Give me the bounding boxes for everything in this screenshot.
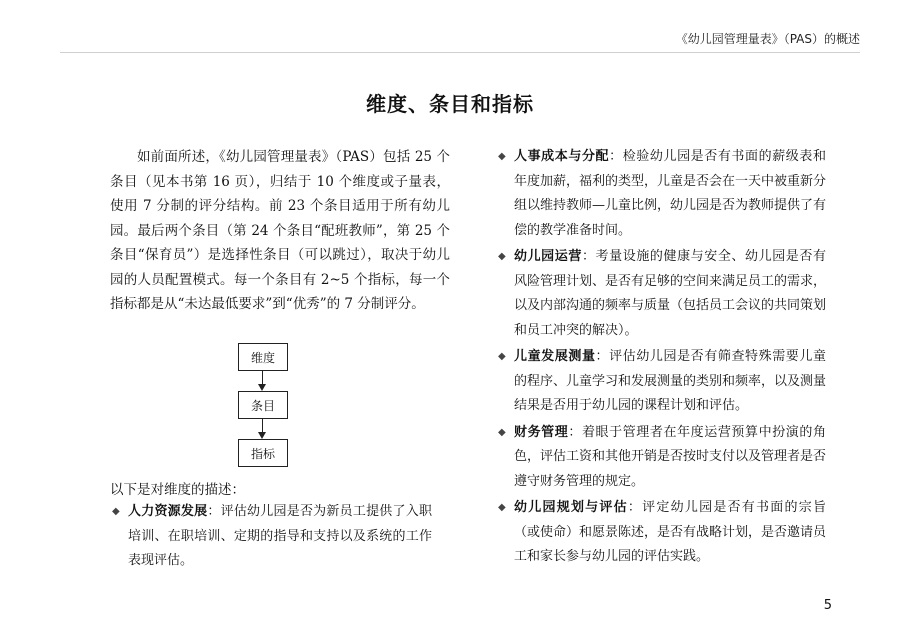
dimensions-intro: 以下是对维度的描述： — [110, 482, 245, 498]
term-separator: ： — [609, 149, 623, 164]
term-separator: ： — [207, 504, 221, 519]
dimension-item — [498, 496, 826, 570]
diamond-bullet-icon: ◆ — [498, 151, 506, 162]
flowchart-box-item: 条目 — [238, 391, 288, 419]
dimension-item — [498, 245, 826, 343]
diamond-bullet-icon: ◆ — [498, 426, 506, 438]
running-header: 《幼儿园管理量表》（PAS）的概述 — [675, 32, 860, 46]
header-rule — [60, 52, 860, 53]
dimension-term: 人力资源发展 — [128, 504, 208, 519]
diamond-bullet-icon: ◆ — [112, 506, 120, 517]
dimension-text: 考量设施的健康与安全、幼儿园是否有风险管理计划、是否有足够的空间来满足员工的需求，以及内部沟通的频率与质量（包括员工会议的共同策划和员工冲突的解决）。 — [514, 249, 827, 338]
flowchart-arrow — [238, 419, 288, 439]
dimension-text: 评定幼儿园是否有书面的宗旨（或使命）和愿景陈述，是否有战略计划，是否邀请员工和家长参与幼儿园的评估实践。 — [514, 500, 827, 564]
term-separator: ： — [595, 349, 610, 364]
dimension-item — [498, 421, 826, 495]
dimension-item — [498, 145, 826, 243]
term-separator: ： — [627, 500, 643, 515]
flowchart-arrow — [238, 371, 288, 391]
dimension-list-left — [112, 500, 432, 576]
flowchart-box-dimension: 维度 — [238, 343, 288, 371]
page-title: 维度、条目和指标 — [366, 92, 534, 116]
dimension-term: 幼儿园规划与评估 — [514, 500, 628, 515]
diamond-bullet-icon: ◆ — [498, 251, 506, 262]
dimension-term: 财务管理 — [514, 424, 569, 440]
dimension-list-right — [498, 145, 826, 572]
flowchart-box-indicator: 指标 — [238, 439, 288, 467]
dimension-item — [112, 500, 432, 574]
left-column — [110, 145, 450, 317]
term-separator: ： — [581, 249, 596, 264]
dimension-text: 着眼于管理者在年度运营预算中扮演的角色，评估工资和其他开销是否按时支付以及管理者是否遵守财务管理的规定。 — [514, 424, 827, 489]
dimension-term: 人事成本与分配 — [514, 149, 610, 164]
dimension-item — [498, 345, 826, 419]
diamond-bullet-icon: ◆ — [498, 502, 506, 513]
term-separator: ： — [568, 424, 582, 440]
dimension-text: 检验幼儿园是否有书面的薪级表和年度加薪，福利的类型，儿童是否会在一天中被重新分组以维持教师—儿童比例，幼儿园是否为教师提供了有偿的教学准备时间。 — [514, 149, 827, 238]
page-number: 5 — [823, 598, 832, 613]
intro-paragraph: 如前面所述，《幼儿园管理量表》（PAS）包括 25 个条目（见本书第 16 页），归结于 10 个维度或子量表，使用 7 分制的评分结构。前 23 个条目适用于所有幼儿园。最后两个条目（第 24 个条目“配班教师”，第 25 个条目“保育员”）是选择性条目（可以跳过），取决于幼儿园的人员配置模式。每一个条目有 2~5 个指标，每一个指标都是从“未达最低要求”到“优秀”的 7 分制评分。 — [110, 149, 450, 312]
dimension-text: 评估幼儿园是否有筛查特殊需要儿童的程序、儿童学习和发展测量的类别和频率，以及测量结果是否用于幼儿园的课程计划和评估。 — [514, 349, 827, 413]
dimension-term: 幼儿园运营 — [514, 249, 582, 264]
flowchart — [238, 343, 290, 467]
dimension-text: 评估幼儿园是否为新员工提供了入职培训、在职培训、定期的指导和支持以及系统的工作表现评估。 — [128, 504, 432, 568]
dimension-term: 儿童发展测量 — [514, 349, 596, 364]
diamond-bullet-icon: ◆ — [498, 351, 506, 362]
